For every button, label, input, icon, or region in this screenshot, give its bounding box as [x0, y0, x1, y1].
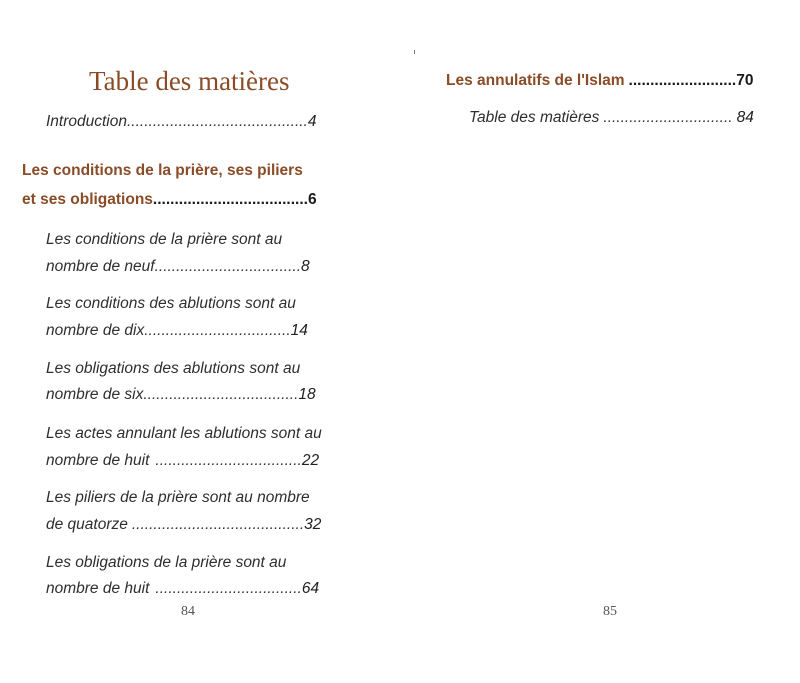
toc-entry-introduction[interactable]: [46, 113, 317, 131]
leader-dots: ..........................................: [127, 113, 308, 130]
leader-dots: ..................................: [144, 322, 291, 339]
entry-page: 8: [301, 258, 310, 275]
toc-entry-line1[interactable]: Les conditions de la prière sont au: [46, 231, 283, 248]
section-heading-entry[interactable]: [22, 191, 317, 209]
leader-dots: ..................................: [155, 452, 302, 469]
entry-page: 22: [301, 452, 320, 469]
toc-entry-line1[interactable]: Les actes annulant les ablutions sont au: [46, 425, 322, 442]
toc-entry[interactable]: [46, 258, 310, 276]
toc-entry-line1[interactable]: Les conditions des ablutions sont au: [46, 295, 296, 312]
entry-label: Table des matières: [469, 109, 600, 126]
toc-section-annulatifs[interactable]: [446, 72, 753, 90]
entry-label: nombre de huit: [46, 452, 150, 469]
page-divider-mark: [414, 50, 415, 54]
leader-dots: .........................: [628, 72, 737, 89]
entry-label: Introduction: [46, 113, 127, 130]
toc-entry-line1[interactable]: Les obligations de la prière sont au: [46, 554, 287, 571]
section-heading-line2: et ses obligations: [22, 191, 153, 208]
leader-dots: ....................................: [143, 386, 299, 403]
entry-page: 70: [736, 72, 754, 89]
leader-dots: ..................................: [155, 580, 302, 597]
entry-page: 18: [298, 386, 316, 403]
page-number-right: 85: [603, 604, 617, 619]
entry-label: Les annulatifs de l'Islam: [446, 72, 625, 89]
toc-entry[interactable]: [46, 452, 319, 470]
toc-entry[interactable]: [46, 580, 319, 598]
entry-label: de quatorze: [46, 516, 128, 533]
entry-label: nombre de huit: [46, 580, 150, 597]
entry-page: 4: [307, 113, 317, 130]
leader-dots: ....................................: [152, 191, 308, 208]
entry-label: nombre de neuf: [46, 258, 155, 275]
toc-entry[interactable]: [46, 386, 316, 404]
entry-label: nombre de dix: [46, 322, 145, 339]
toc-title: Table des matières: [89, 66, 290, 96]
entry-page: 32: [304, 516, 322, 533]
page-number-left: 84: [181, 604, 195, 619]
toc-entry[interactable]: [46, 516, 321, 534]
toc-entry-table-des-matieres[interactable]: [469, 109, 754, 127]
leader-dots: ..............................: [603, 109, 733, 126]
toc-entry-line1[interactable]: Les piliers de la prière sont au nombre: [46, 489, 310, 506]
toc-entry[interactable]: [46, 322, 308, 340]
entry-label: nombre de six: [46, 386, 144, 403]
toc-entry-line1[interactable]: Les obligations des ablutions sont au: [46, 360, 301, 377]
section-heading-line1[interactable]: Les conditions de la prière, ses piliers: [22, 162, 303, 179]
leader-dots: ..................................: [154, 258, 301, 275]
leader-dots: ........................................: [131, 516, 305, 533]
entry-page: 64: [301, 580, 320, 597]
entry-page: 14: [290, 322, 308, 339]
entry-page: 84: [736, 109, 754, 126]
entry-page: 6: [307, 191, 317, 208]
